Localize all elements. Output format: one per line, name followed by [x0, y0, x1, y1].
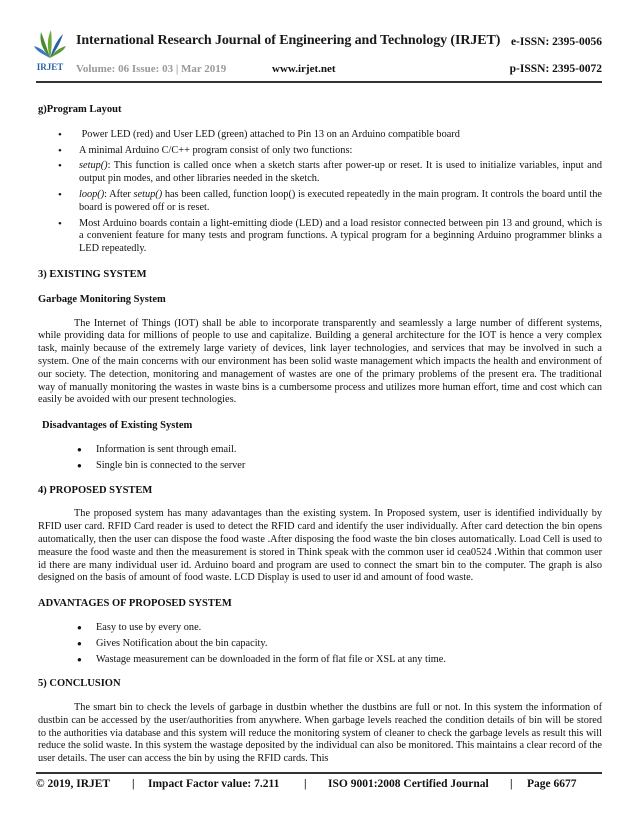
list-item: • A minimal Arduino C/C++ program consist of only two functions:	[38, 145, 602, 158]
e-issn: e-ISSN: 2395-0056	[510, 36, 602, 48]
list-item: ● Gives Notification about the bin capacity.	[38, 638, 602, 651]
page-header	[0, 0, 638, 92]
footer-separator: |	[510, 778, 513, 790]
conclusion-paragraph: The smart bin to check the levels of garbage in dustbin whether the dustbins are full or not. In this system the information of dustbin can be accessed by the user/authorities from anywhere. When garbage levels reached the condition details of bin will be stored to the authorities via database and this system will reduce the monitoring system of cleaner to check the garbage levels as result this will reduce the solid waste. In this system the wastage deposited by the individual can also be monitored. This maintains a clear record of the user details. The user can access the bin by using the RFID cards. This	[38, 702, 602, 765]
footer-impact-factor: Impact Factor value: 7.211	[148, 778, 280, 790]
footer-iso: ISO 9001:2008 Certified Journal	[328, 778, 489, 790]
irjet-logo	[33, 28, 67, 76]
list-item: • setup(): This function is called once when a sketch starts after power-up or reset. It is used to initialize variables, input and output pin modes, and other libraries needed in the sketch.	[38, 160, 602, 186]
list-item: • loop(): After setup() has been called, function loop() is executed repeatedly in the main program. It controls the board until the board is powered off or is reset.	[38, 189, 602, 215]
advantages-heading: ADVANTAGES OF PROPOSED SYSTEM	[38, 598, 232, 610]
advantages-list	[38, 622, 602, 666]
disadvantages-list	[38, 444, 602, 473]
svg-text:IRJET: IRJET	[36, 62, 64, 72]
volume-issue: Volume: 06 Issue: 03 | Mar 2019	[76, 63, 227, 75]
header-divider	[36, 81, 602, 83]
list-item: ● Easy to use by every one.	[38, 622, 602, 635]
footer-copyright: © 2019, IRJET	[36, 778, 111, 790]
garbage-monitoring-heading: Garbage Monitoring System	[38, 293, 166, 305]
footer-page-number: Page 6677	[527, 778, 577, 790]
list-item: ● Wastage measurement can be downloaded in the form of flat file or XSL at any time.	[38, 654, 602, 667]
existing-system-heading: 3) EXISTING SYSTEM	[38, 268, 147, 280]
disadvantages-heading: Disadvantages of Existing System	[42, 420, 193, 432]
footer-separator: |	[132, 778, 135, 790]
journal-title: International Research Journal of Engineering and Technology (IRJET)	[76, 33, 501, 48]
program-layout-heading: g)Program Layout	[38, 104, 122, 115]
article-body	[38, 98, 602, 766]
list-item: ● Single bin is connected to the server	[38, 460, 602, 473]
proposed-system-heading: 4) PROPOSED SYSTEM	[38, 484, 153, 496]
journal-website[interactable]: www.irjet.net	[272, 63, 336, 75]
list-item: • Power LED (red) and User LED (green) attached to Pin 13 on an Arduino compatible board	[38, 129, 602, 142]
footer-separator: |	[304, 778, 307, 790]
p-issn: p-ISSN: 2395-0072	[509, 63, 602, 75]
conclusion-heading: 5) CONCLUSION	[38, 678, 121, 690]
footer-divider	[36, 772, 602, 774]
list-item: ● Information is sent through email.	[38, 444, 602, 457]
list-item: • Most Arduino boards contain a light-emitting diode (LED) and a load resistor connected between pin 13 and ground, which is a convenient feature for many tests and program functions. A typical program for a beginning Arduino programmer blinks a LED repeatedly.	[38, 218, 602, 256]
proposed-system-paragraph: The proposed system has many adavantages than the existing system. In Proposed system, user is identified individually by RFID user card. RFID Card reader is used to detect the RFID card and identify the user individually. After card detection the bin opens automatically, then the user can dispose the food waste .After disposing the food waste the bin closes automatically. Load Cell is used to measure the food waste and then the measurement is stored in Think speak with the common user id cea0524 .Within that common user id there are many individual user id. Arduino board and program are used to connect the smart bin to the computer. The graph is also designed on the basis of amount of food waste. LCD Display is used to user id and amount of food waste.	[38, 508, 602, 584]
existing-system-paragraph: The Internet of Things (IOT) shall be able to incorporate transparently and seamlessly a large number of different systems, while providing data for millions of people to use and capitalize. Building a general architecture for the IOT is hence a very complex task, mainly because of the extremely large variety of devices, link layer technologies, and services that may be involved in such a system. One of the main concerns with our environment has been solid waste management which impacts the health and environment of our society. The detection, monitoring and management of wastes are one of the primary problems of the present era. The traditional way of manually monitoring the wastes in waste bins is a cumbersome process and utilizes more human effort, time and cost which can easily be avoided with our present technologies.	[38, 317, 602, 406]
program-layout-list	[38, 129, 602, 256]
